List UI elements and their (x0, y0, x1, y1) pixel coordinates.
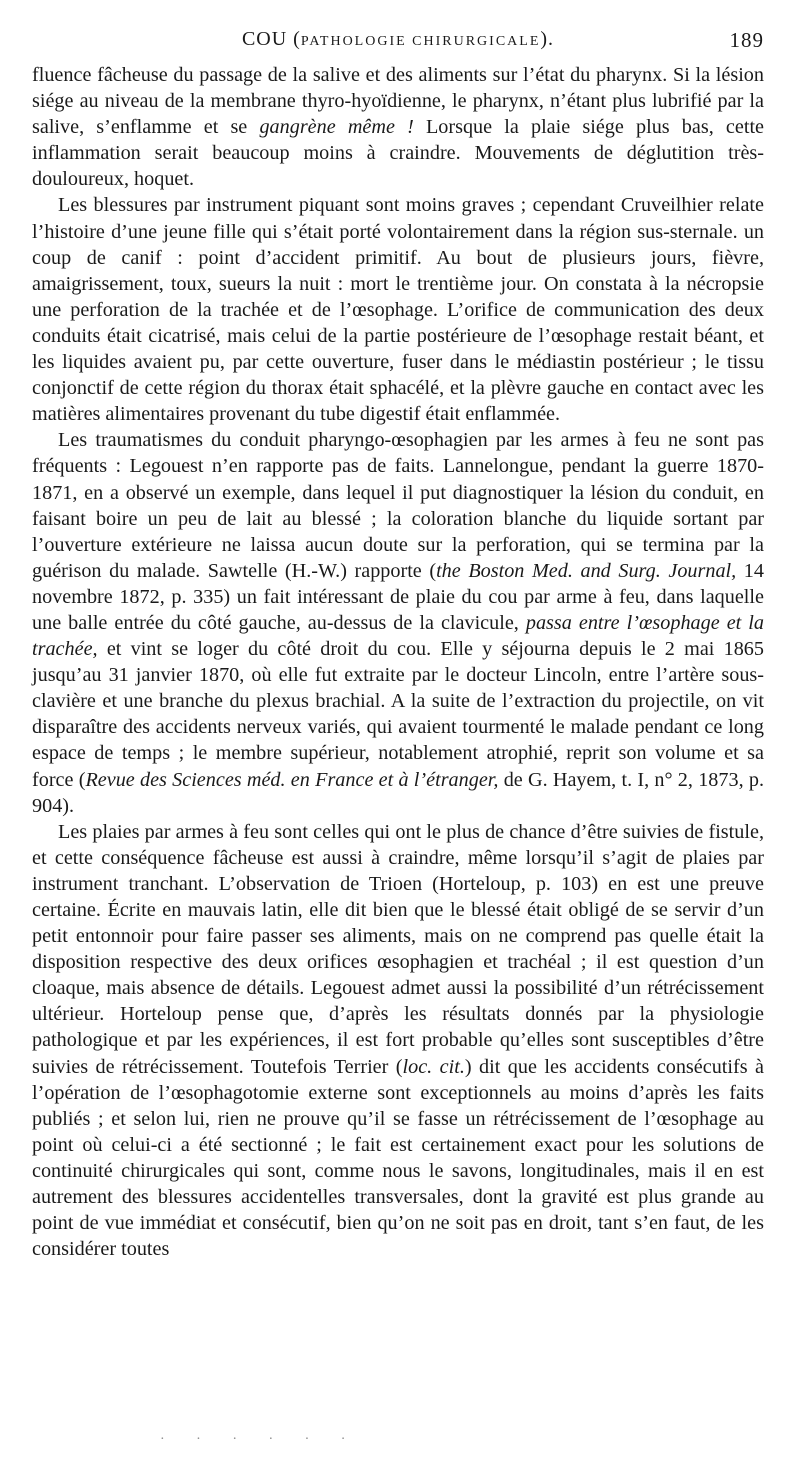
text-run: de G. Hayem, t. I, n° 2, 1873, p. 904). (32, 768, 764, 817)
text-run: Les plaies par armes à feu sont celles qui ont le plus de chance d’être suivies de fistule, et cette conséquence fâcheuse est aussi à craindre, même lorsqu’il s’agit de plaies par instrument tranchant. L’observation de Trioen (Horteloup, p. 103) en est une preuve certaine. Écrite en mauvais latin, elle dit bien que le blessé était obligé de se servir d’un petit entonnoir pour faire passer ses aliments, mais on ne comprend pas quelle était la disposition respective des deux orifices œsophagien et trachéal ; il est question d’un cloaque, mais absence de détails. Legouest admet aussi la possibilité d’un rétrécissement ultérieur. Horteloup pense que, d’après les résultats donnés par la physiologie pathologique et par les expériences, il est fort probable qu’elles sont susceptibles d’être suivies de rétrécissement. Toutefois Terrier ( (32, 820, 764, 1078)
running-subtitle: PATHOLOGIE CHIRURGICALE (300, 34, 541, 49)
running-subtitle-close: ). (540, 28, 555, 50)
text-run: fluence fâcheuse du passage de la salive et des aliments sur l’état du pharynx. Si la lésion siége au niveau de la membrane thyro-hyoïdienne, le pharynx, n’étant plus lubrifié par la salive, s’enflamme et se (32, 64, 764, 139)
paragraph-p3 (32, 427, 764, 818)
italic-text: gangrène même ! (259, 116, 414, 139)
running-title-word: COU (241, 28, 288, 50)
paragraph-p1 (32, 62, 764, 192)
text-run: et vint se loger du côté droit du cou. Elle y séjourna depuis le 2 mai 1865 jusqu’au 31 janvier 1870, où elle fut extraite par le docteur Lincoln, entre l’artère sous-clavière et une branche du plexus brachial. A la suite de l’extraction du projectile, on vit disparaître des accidents nerveux variés, qui avaient tourmenté le malade pendant ce long espace de temps ; le membre supérieur, notablement atrophié, reprit son volume et sa force ( (32, 638, 764, 791)
text-run: 14 novembre 1872, p. 335) un fait intéressant de plaie du cou par arme à feu, dans laquelle une balle entrée du côté gauche, au-dessus de la clavicule, (32, 559, 764, 634)
printing-specks: · · · · · · (160, 1432, 360, 1447)
italic-text: Revue des Sciences méd. en France et à l’étranger, (85, 768, 499, 791)
text-run: Lorsque la plaie siége plus bas, cette inflammation serait beaucoup moins à craindre. Mouvements de déglutition très-douloureux, hoquet. (32, 116, 765, 191)
paragraph-p4 (32, 819, 764, 1263)
italic-text: the Boston Med. and Surg. Journal, (436, 559, 737, 582)
running-subtitle-open: ( (293, 28, 301, 50)
running-head (32, 28, 764, 62)
page-number: 189 (729, 28, 764, 52)
body-text (32, 62, 764, 1262)
text-run: ) dit que les accidents consécutifs à l’opération de l’œsophagotomie externe sont exceptionnels au moins d’après les faits publiés ; et selon lui, rien ne prouve qu’il se fasse un rétrécissement de l’œsophage au point où celui-ci a été sectionné ; le fait est certainement exact pour les solutions de continuité chirurgicales qui sont, comme nous le savons, longitudinales, mais il en est autrement des blessures accidentelles transversales, dont la gravité est plus grande au point de vue immédiat et consécutif, bien qu’on ne soit pas en droit, tant s’en faut, de les considérer toutes (32, 1055, 764, 1261)
running-title (242, 28, 554, 51)
italic-text: loc. cit. (402, 1055, 465, 1078)
text-run: Les traumatismes du conduit pharyngo-œsophagien par les armes à feu ne sont pas fréquents : Legouest n’en rapporte pas de faits. Lannelongue, pendant la guerre 1870-1871, en a observé un exemple, dans lequel il put diagnostiquer la lésion du conduit, en faisant boire un peu de lait au blessé ; la coloration blanche du liquide sortant par l’ouverture extérieure ne laissa aucun doute sur la perforation, qui se termina par la guérison du malade. Sawtelle (H.-W.) rapporte ( (32, 429, 764, 582)
paragraph-p2 (32, 192, 764, 427)
text-run: Les blessures par instrument piquant sont moins graves ; cependant Cruveilhier relate l’histoire d’une jeune fille qui s’était porté volontairement dans la région sus-sternale. un coup de canif : point d’accident primitif. Au bout de plusieurs jours, fièvre, amaigrissement, toux, sueurs la nuit : mort le trentième jour. On constata à la nécropsie une perforation de la trachée et de l’œsophage. L’orifice de communication des deux conduits était cicatrisé, mais celui de la partie postérieure de l’œsophage restait béant, et les liquides avaient pu, par cette ouverture, fuser dans le médiastin postérieur ; le tissu conjonctif de cette région du thorax était sphacélé, et la plèvre gauche en contact avec les matières alimentaires provenant du tube digestif était enflammée. (32, 194, 764, 426)
italic-text: passa entre l’œsophage et la trachée, (32, 611, 764, 661)
